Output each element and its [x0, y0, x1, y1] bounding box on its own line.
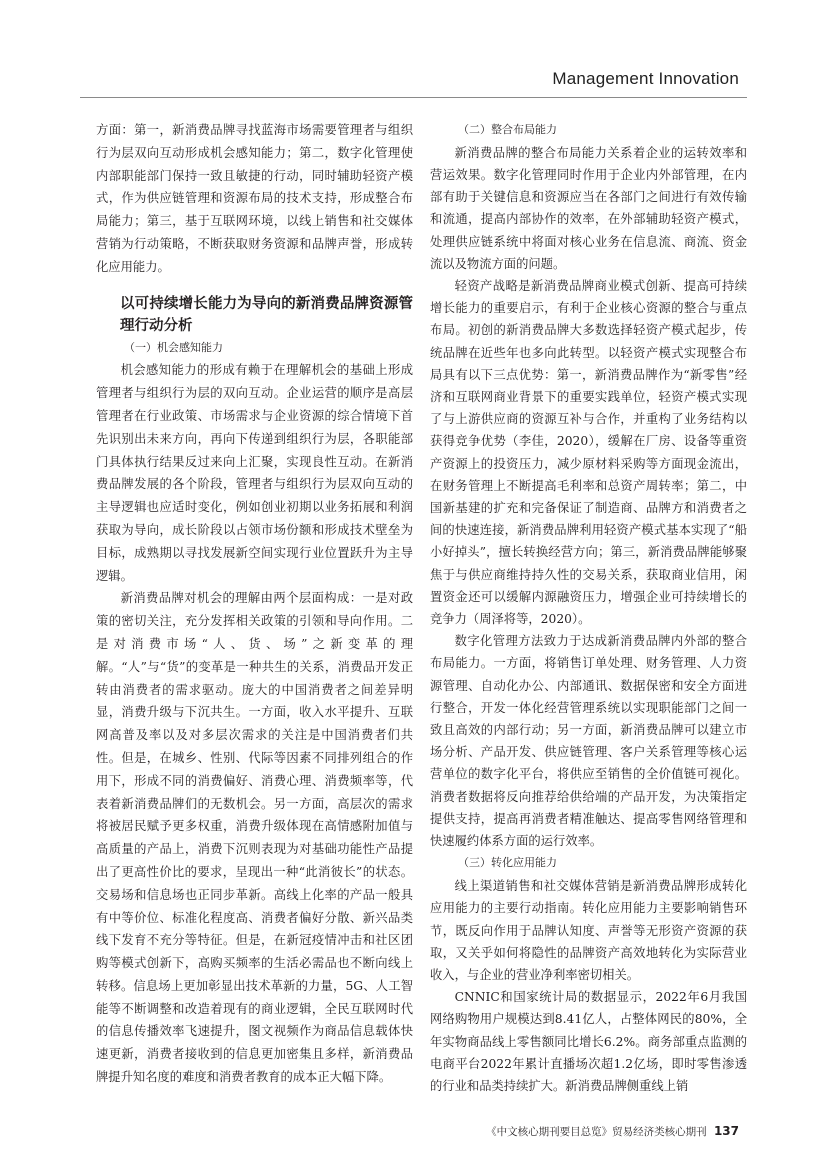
journal-header-title: Management Innovation	[552, 69, 739, 88]
body-paragraph: 线上渠道销售和社交媒体营销是新消费品牌形成转化应用能力的主要行动指南。转化应用能力主要影响销售环节，既反向作用于品牌认知度、声誉等无形资产资源的获取，又关乎如何将隐性的品牌资产高效地转化为实际营业收入，与企业的营业净利率密切相关。	[430, 879, 747, 982]
body-paragraph: 轻资产战略是新消费品牌商业模式创新、提高可持续增长能力的重要启示，有利于企业核心资源的整合与重点布局。初创的新消费品牌大多数选择轻资产模式起步，传统品牌在近些年也多向此转型。以轻资产模式实现整合布局具有以下三点优势：第一，新消费品牌作为“新零售”经济和互联网商业背景下的重要实践单位，轻资产模式实现了与上游供应商的资源互补与合作，并重构了业务结构以获得竞争优势（李佳，2020），缓解在厂房、设备等重资产资源上的投资压力，减少原材料采购等方面现金流出，在财务管理上不断提高毛利率和总资产周转率；第二，中国新基建的扩充和完备保证了制造商、品牌方和消费者之间的快速连接，新消费品牌利用轻资产模式基本实现了“船小好掉头”，擅长转换经营方向；第三，新消费品牌能够聚焦于与供应商维持持久性的交易关系，获取商业信用，闲置资金还可以缓解内源融资压力，增强企业可持续增长的竞争力（周泽将等，2020）。	[430, 279, 747, 627]
continued-paragraph: 方面：第一，新消费品牌寻找蓝海市场需要管理者与组织行为层双向互动形成机会感知能力；第二，数字化管理使内部职能部门保持一致且敏捷的行动，同时辅助轻资产模式，作为供应链管理和资源布局的技术支持，形成整合布局能力；第三，基于互联网环境，以线上销售和社交媒体营销为行动策略，不断获取财务资源和品牌声誉，形成转化应用能力。	[96, 123, 413, 274]
subheading-integration-layout: （二）整合布局能力	[458, 123, 557, 136]
page-number: 137	[713, 1124, 739, 1138]
body-paragraph: 新消费品牌对机会的理解由两个层面构成：一是对政策的密切关注，充分发挥相关政策的引领和导向作用。二是对消费市场“人、货、场”之新变革的理解。“人”与“货”的变革是一种共生的关系，消费品开发正转由消费者的需求驱动。庞大的中国消费者之间差异明显，消费升级与下沉共生。一方面，收入水平提升、互联网高普及率以及对多层次需求的关注是中国消费者们共性。但是，在城乡、性别、代际等因素不同排列组合的作用下，形成不同的消费偏好、消费心理、消费频率等，代表着新消费品牌们的无数机会。另一方面，高层次的需求将被居民赋予更多权重，消费升级体现在高情感附加值与高质量的产品上，消费下沉则表现为对基础功能性产品提出了更高性价比的要求，呈现出一种“此消彼长”的状态。交易场和信息场也正同步革新。高线上化率的产品一般具有中等价位、标准化程度高、消费者偏好分散、新兴品类线下发育不充分等特征。但是，在新冠疫情冲击和社区团购等模式创新下，高购买频率的生活必需品也不断向线上转移。信息场上更加彰显出技术革新的力量，5G、人工智能等不断调整和改造着现有的商业逻辑，全民互联网时代的信息传播效率飞速提升，图文视频作为商品信息载体快速更新，消费者接收到的信息更加密集且多样，新消费品牌提升知名度的难度和消费者教育的成本正大幅下降。	[96, 591, 413, 1085]
page-footer	[486, 1124, 739, 1139]
subheading-opportunity-perception: （一）机会感知能力	[124, 340, 223, 354]
left-column	[96, 119, 413, 1089]
section-heading: 以可持续增长能力为导向的新消费品牌资源管理行动分析	[120, 295, 413, 334]
header-divider	[80, 97, 747, 98]
body-paragraph: CNNIC和国家统计局的数据显示，2022年6月我国网络购物用户规模达到8.41亿人，占整体网民的80%，全年实物商品线上零售额同比增长6.2%。商务部重点监测的电商平台2022年累计直播场次超1.2亿场，即时零售渗透的行业和品类持续扩大。新消费品牌侧重线上销	[430, 990, 747, 1093]
right-column	[430, 119, 747, 1097]
journal-reference: 《中文核心期刊要目总览》贸易经济类核心期刊	[486, 1126, 707, 1138]
body-paragraph: 机会感知能力的形成有赖于在理解机会的基础上形成管理者与组织行为层的双向互动。企业运营的顺序是高层管理者在行业政策、市场需求与企业资源的综合情境下首先识别出未来方向，再向下传递到组织行为层，各职能部门具体执行结果反过来向上汇聚，实现良性互动。在新消费品牌发展的各个阶段，管理者与组织行为层双向互动的主导逻辑也应适时变化，例如创业初期以业务拓展和利润获取为导向，成长阶段以占领市场份额和形成技术壁垒为目标，成熟期以寻找发展新空间实现行业位置跃升为主导逻辑。	[96, 363, 413, 583]
body-paragraph: 数字化管理方法致力于达成新消费品牌内外部的整合布局能力。一方面，将销售订单处理、财务管理、人力资源管理、自动化办公、内部通讯、数据保密和安全方面进行整合，开发一体化经营管理系统以实现职能部门之间一致且高效的内部行动；另一方面，新消费品牌可以建立市场分析、产品开发、供应链管理、客户关系管理等核心运营单位的数字化平台，将供应至销售的全价值链可视化。消费者数据将反向推荐给供给端的产品开发，为决策指定提供支持，提高再消费者精准触达、提高零售网络管理和快速履约体系方面的运行效率。	[430, 634, 747, 849]
subheading-conversion-application: （三）转化应用能力	[458, 856, 557, 870]
body-paragraph: 新消费品牌的整合布局能力关系着企业的运转效率和营运效果。数字化管理同时作用于企业内外部管理，在内部有助于关键信息和资源应当在各部门之间进行有效传输和流通，提高内部协作的效率，在外部辅助轻资产模式，处理供应链系统中将面对核心业务在信息流、商流、资金流以及物流方面的问题。	[430, 145, 747, 271]
